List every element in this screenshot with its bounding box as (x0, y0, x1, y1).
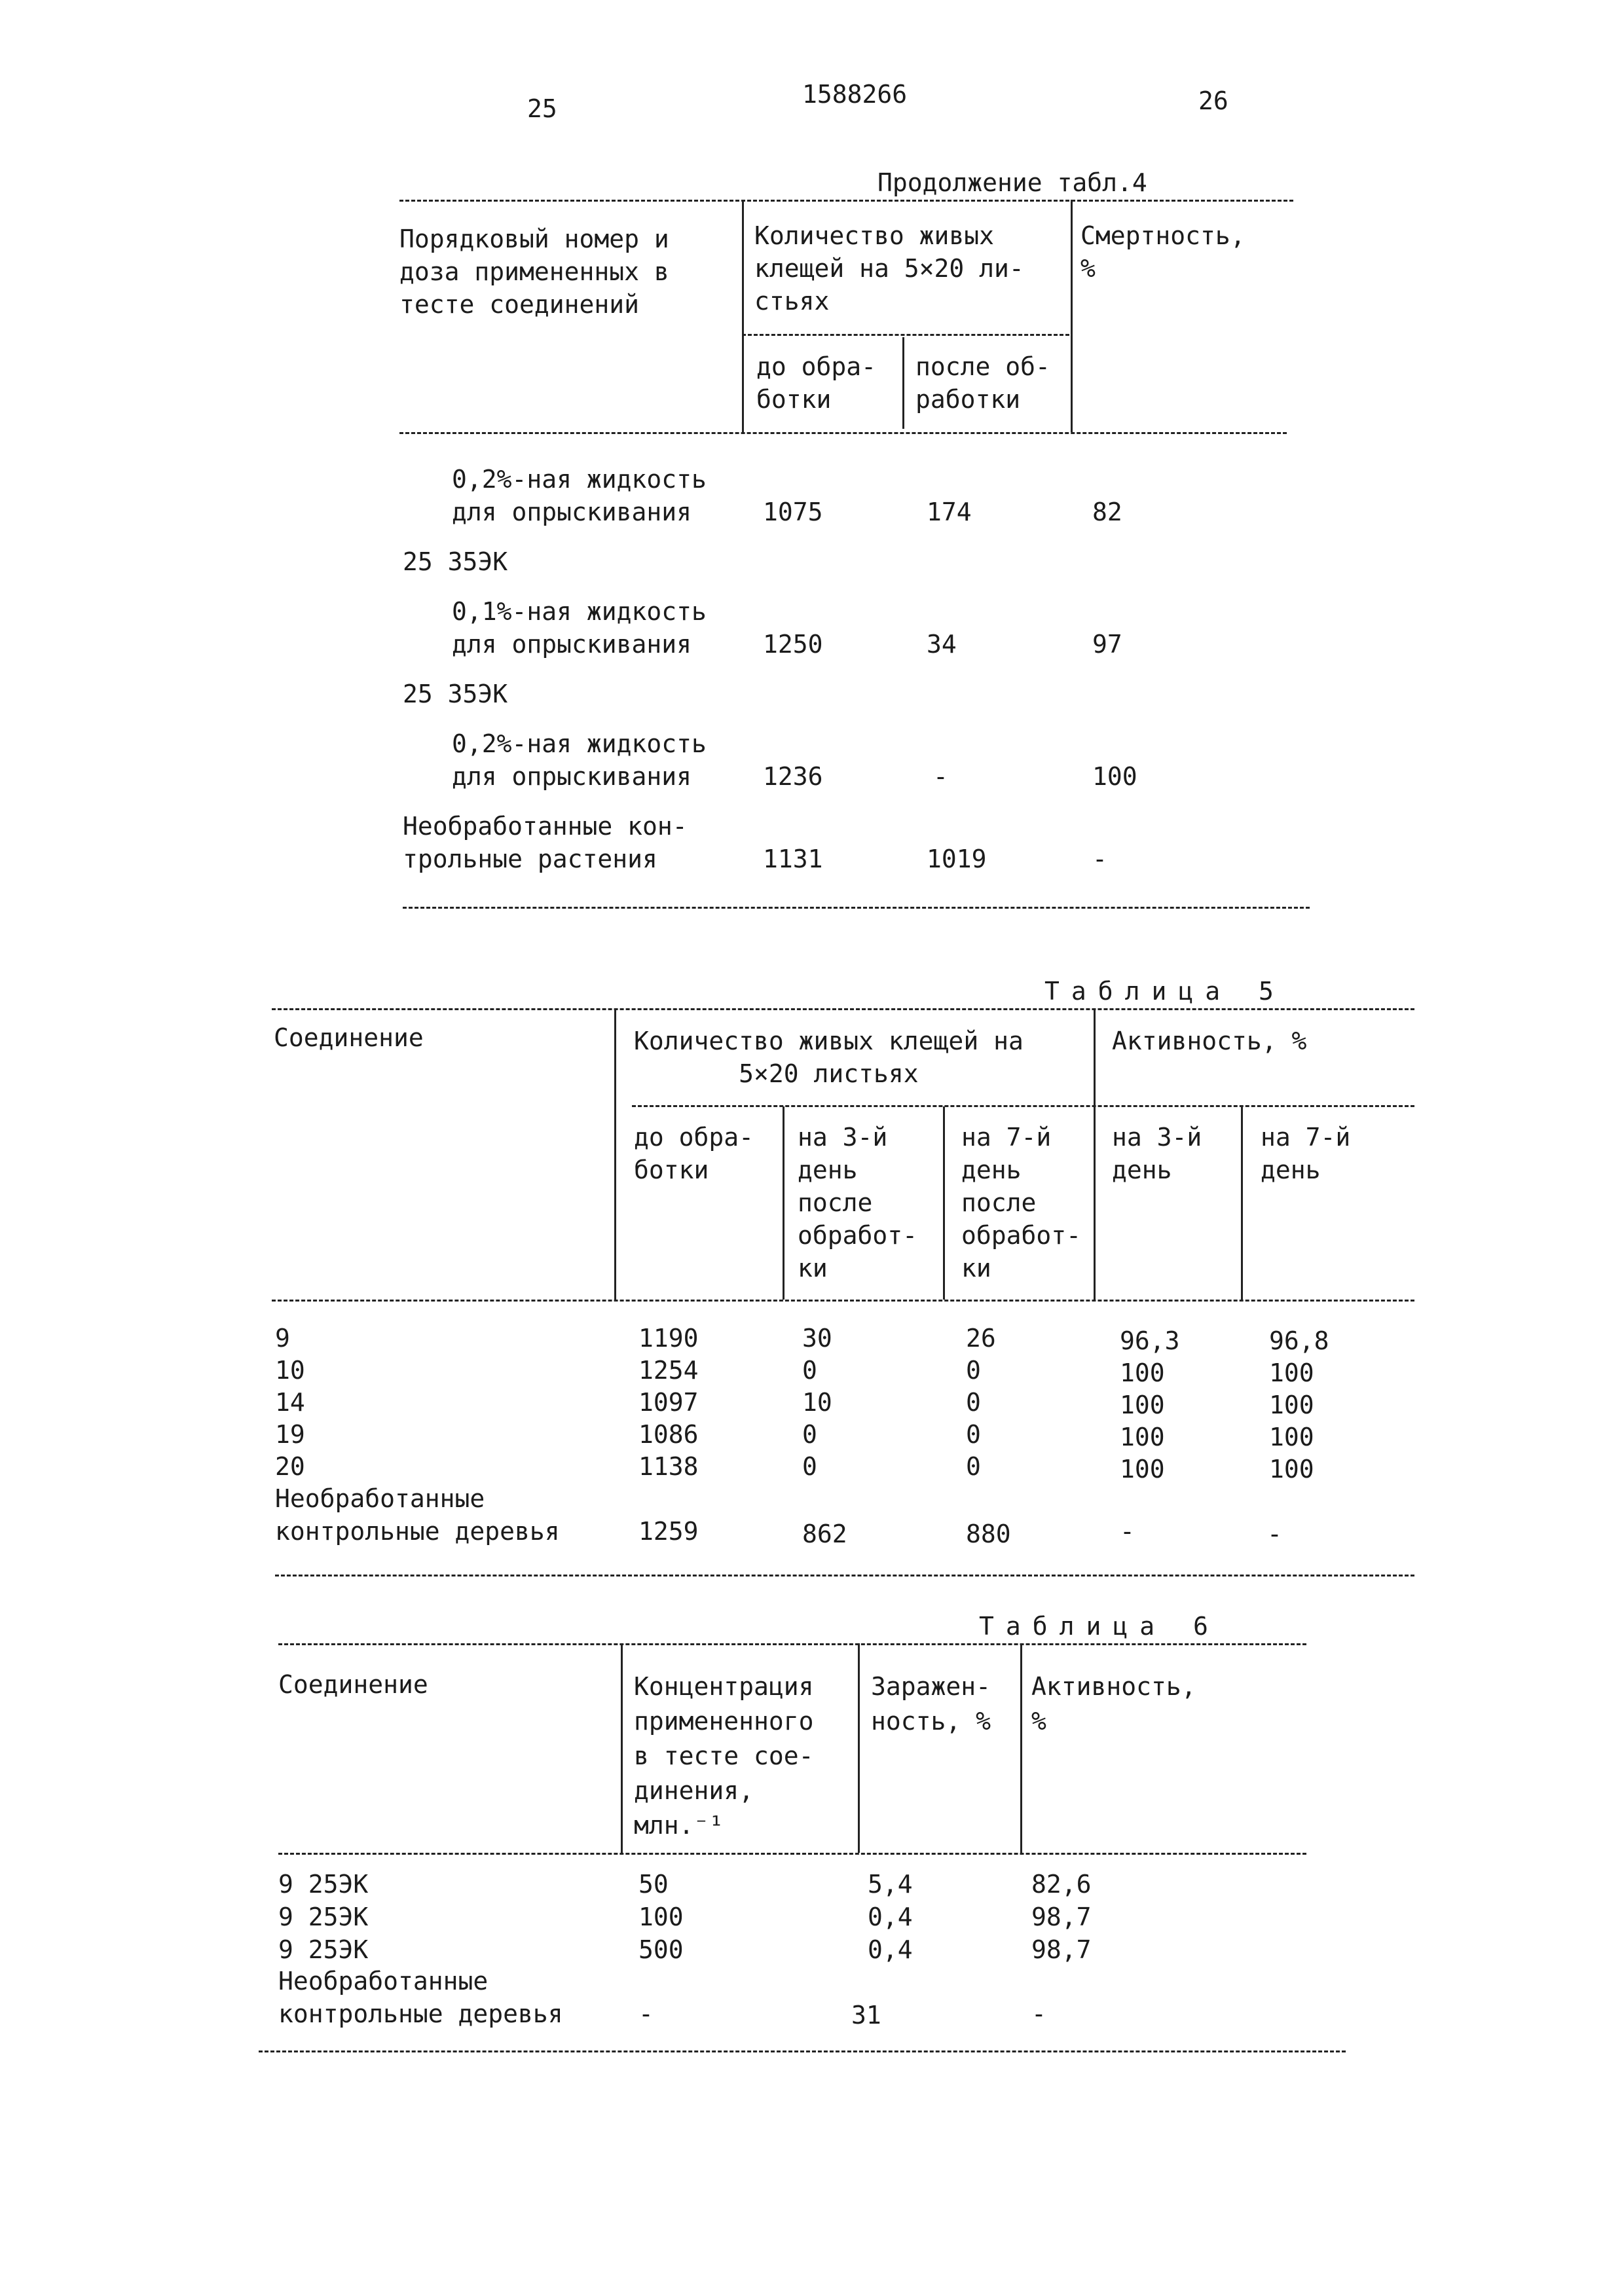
table-5-header-activity: Активность, % (1112, 1027, 1307, 1055)
table-5-col-divider (614, 1008, 616, 1300)
cell-before: 1190 (638, 1324, 699, 1353)
cell-concentration: - (638, 1999, 654, 2028)
table-5-col-divider (1241, 1106, 1243, 1300)
cell-before: 1075 (763, 498, 823, 526)
row-label: для опрыскивания (452, 498, 692, 526)
cell-day3: 0 (802, 1356, 817, 1385)
cell-act3: 100 (1120, 1455, 1165, 1484)
table-4-subheader-rule (742, 334, 1069, 336)
cell-compound: 14 (275, 1388, 305, 1417)
table-5-header-act3: на 3-й день (1112, 1123, 1202, 1184)
patent-number: 1588266 (802, 80, 908, 109)
cell-before: 1236 (763, 762, 823, 791)
table-4-col-divider (1071, 200, 1073, 432)
row-label: 0,2%-ная жидкость (452, 729, 707, 758)
row-label: контрольные деревья (278, 1999, 563, 2028)
cell-before: 1259 (638, 1517, 699, 1546)
table-5-caption: Таблица 5 (1044, 977, 1285, 1006)
cell-act7: 100 (1269, 1358, 1314, 1387)
cell-activity: - (1031, 1999, 1046, 2028)
cell-day3: 30 (802, 1324, 832, 1353)
row-label: трольные растения (403, 845, 657, 873)
table-4-header-after: после об- работки (915, 352, 1050, 414)
cell-after: 1019 (927, 845, 987, 873)
page-number-right: 26 (1198, 86, 1228, 115)
table-5-header-day7: на 7-й день после обработ- ки (961, 1123, 1082, 1283)
cell-mortality: - (1092, 845, 1107, 873)
row-label: 0,1%-ная жидкость (452, 597, 707, 626)
table-5-subheader-rule (632, 1105, 1414, 1107)
table-6-col-divider (858, 1643, 860, 1853)
cell-act7: 100 (1269, 1455, 1314, 1484)
cell-infestation: 5,4 (868, 1870, 913, 1899)
cell-compound: 9 25ЭК (278, 1903, 369, 1931)
table-6-top-rule (278, 1643, 1306, 1645)
cell-day7: 0 (966, 1420, 981, 1449)
cell-mortality: 82 (1092, 498, 1122, 526)
table-5-header-before: до обра- ботки (634, 1123, 754, 1184)
table-5-header-day3: на 3-й день после обработ- ки (798, 1123, 918, 1283)
row-group-label: 25 35ЭК (403, 680, 508, 708)
cell-infestation: 0,4 (868, 1935, 913, 1964)
cell-before: 1250 (763, 630, 823, 659)
cell-act3: 96,3 (1120, 1326, 1180, 1355)
cell-act3: 100 (1120, 1423, 1165, 1451)
table-6-header-compound: Соединение (278, 1670, 428, 1699)
table-6-header-concentration: Концентрация примененного в тесте сое- динения, млн.⁻¹ (634, 1672, 814, 1840)
table-4-caption: Продолжение табл.4 (877, 168, 1147, 197)
cell-day7: 880 (966, 1520, 1011, 1548)
row-label: контрольные деревья (275, 1517, 560, 1546)
table-6-bottom-rule (259, 2050, 1346, 2052)
table-5-col-divider (1094, 1008, 1096, 1300)
cell-act7: 96,8 (1269, 1326, 1329, 1355)
cell-act3: 100 (1120, 1358, 1165, 1387)
cell-act7: - (1267, 1520, 1282, 1548)
table-6-header-activity: Активность, % (1031, 1672, 1196, 1736)
table-4-header-before: до обра- ботки (756, 352, 877, 414)
row-label: Необработанные кон- (403, 812, 688, 841)
cell-compound: 9 25ЭК (278, 1935, 369, 1964)
table-4-col-divider (902, 337, 904, 429)
table-5-header-rule (272, 1300, 1414, 1302)
table-5-col-divider (943, 1106, 945, 1300)
cell-concentration: 50 (638, 1870, 669, 1899)
table-4-top-rule (399, 200, 1293, 202)
cell-before: 1131 (763, 845, 823, 873)
cell-act3: 100 (1120, 1391, 1165, 1419)
row-label: Необработанные (278, 1967, 489, 1995)
row-label: Необработанные (275, 1484, 485, 1513)
cell-before: 1086 (638, 1420, 699, 1449)
cell-day7: 0 (966, 1452, 981, 1481)
cell-activity: 82,6 (1031, 1870, 1092, 1899)
table-4-header-compound: Порядковый номер и доза примененных в тесте соединений (399, 225, 669, 319)
cell-act3: - (1120, 1517, 1135, 1546)
cell-compound: 9 25ЭК (278, 1870, 369, 1899)
cell-before: 1097 (638, 1388, 699, 1417)
cell-before: 1138 (638, 1452, 699, 1481)
cell-day3: 0 (802, 1452, 817, 1481)
table-6-header-rule (278, 1853, 1306, 1855)
table-4-col-divider (742, 200, 744, 432)
cell-after: - (933, 762, 948, 791)
table-4-header-mortality: Смертность, % (1080, 221, 1246, 283)
cell-day3: 0 (802, 1420, 817, 1449)
row-label: для опрыскивания (452, 762, 692, 791)
cell-after: 174 (927, 498, 972, 526)
page-number-left: 25 (527, 94, 557, 123)
table-6-col-divider (621, 1643, 623, 1853)
row-group-label: 25 35ЭК (403, 547, 508, 576)
cell-act7: 100 (1269, 1391, 1314, 1419)
table-5-bottom-rule (275, 1575, 1414, 1576)
cell-concentration: 500 (638, 1935, 684, 1964)
cell-compound: 10 (275, 1356, 305, 1385)
cell-compound: 19 (275, 1420, 305, 1449)
table-4-header-rule (399, 432, 1287, 434)
cell-before: 1254 (638, 1356, 699, 1385)
table-5-header-compound: Соединение (274, 1023, 424, 1052)
cell-infestation: 0,4 (868, 1903, 913, 1931)
table-5-col-divider (783, 1106, 784, 1300)
cell-day7: 0 (966, 1388, 981, 1417)
table-6-header-infestation: Заражен- ность, % (871, 1672, 991, 1736)
cell-day3: 862 (802, 1520, 847, 1548)
cell-day7: 0 (966, 1356, 981, 1385)
cell-activity: 98,7 (1031, 1903, 1092, 1931)
table-5-top-rule (272, 1008, 1414, 1010)
cell-mortality: 97 (1092, 630, 1122, 659)
table-4-header-count: Количество живых клещей на 5×20 ли- стьях (754, 221, 1024, 316)
table-5-header-act7: на 7-й день (1261, 1123, 1351, 1184)
cell-activity: 98,7 (1031, 1935, 1092, 1964)
cell-compound: 9 (275, 1324, 290, 1353)
cell-after: 34 (927, 630, 957, 659)
table-6-caption: Таблица 6 (979, 1612, 1220, 1641)
cell-day7: 26 (966, 1324, 996, 1353)
table-4-bottom-rule (403, 907, 1310, 909)
row-label: 0,2%-ная жидкость (452, 465, 707, 494)
cell-compound: 20 (275, 1452, 305, 1481)
cell-day3: 10 (802, 1388, 832, 1417)
cell-mortality: 100 (1092, 762, 1137, 791)
cell-concentration: 100 (638, 1903, 684, 1931)
table-6-col-divider (1020, 1643, 1022, 1853)
cell-act7: 100 (1269, 1423, 1314, 1451)
table-5-header-count: Количество живых клещей на 5×20 листьях (634, 1027, 1024, 1088)
row-label: для опрыскивания (452, 630, 692, 659)
cell-infestation: 31 (851, 2001, 881, 2030)
